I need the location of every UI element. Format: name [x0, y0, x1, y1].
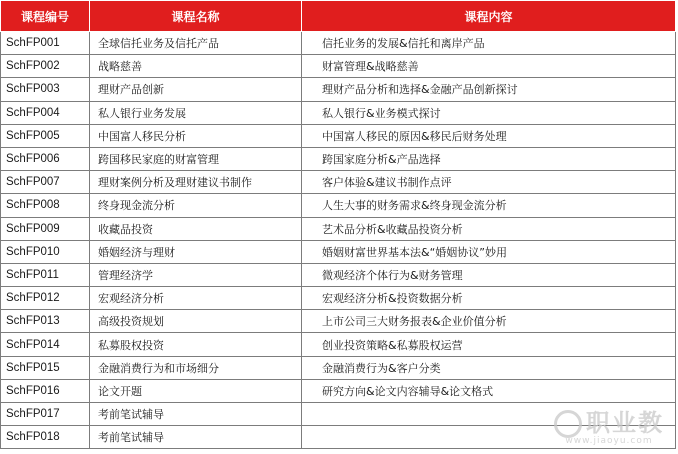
table-row — [1, 147, 676, 170]
course-content-cell: 研究方向&论文内容辅导&论文格式 — [302, 379, 676, 402]
course-name-cell: 中国富人移民分析 — [90, 124, 302, 147]
course-code-cell: SchFP009 — [1, 217, 90, 240]
course-name-cell: 跨国移民家庭的财富管理 — [90, 147, 302, 170]
course-code-cell: SchFP002 — [1, 55, 90, 78]
course-content-cell: 理财产品分析和选择&金融产品创新探讨 — [302, 78, 676, 101]
course-code-cell: SchFP008 — [1, 194, 90, 217]
course-content-cell: 信托业务的发展&信托和离岸产品 — [302, 32, 676, 55]
course-code-cell: SchFP005 — [1, 124, 90, 147]
course-code-cell: SchFP006 — [1, 147, 90, 170]
table-row — [1, 217, 676, 240]
watermark-subtext: www.jiaoyu.com — [565, 436, 653, 446]
table-row — [1, 287, 676, 310]
course-name-cell: 考前笔试辅导 — [90, 403, 302, 426]
course-name-cell: 收藏品投资 — [90, 217, 302, 240]
header-course-content: 课程内容 — [302, 1, 676, 32]
course-name-cell: 战略慈善 — [90, 55, 302, 78]
course-content-cell — [302, 403, 676, 426]
table-row — [1, 55, 676, 78]
course-code-cell: SchFP016 — [1, 379, 90, 402]
table-row — [1, 426, 676, 449]
course-code-cell: SchFP015 — [1, 356, 90, 379]
course-code-cell: SchFP010 — [1, 240, 90, 263]
course-content-cell: 中国富人移民的原因&移民后财务处理 — [302, 124, 676, 147]
course-name-cell: 金融消费行为和市场细分 — [90, 356, 302, 379]
course-name-cell: 全球信托业务及信托产品 — [90, 32, 302, 55]
course-content-cell: 跨国家庭分析&产品选择 — [302, 147, 676, 170]
course-name-cell: 管理经济学 — [90, 263, 302, 286]
table-row — [1, 403, 676, 426]
header-course-name: 课程名称 — [90, 1, 302, 32]
course-content-cell: 艺术品分析&收藏品投资分析 — [302, 217, 676, 240]
course-name-cell: 高级投资规划 — [90, 310, 302, 333]
course-name-cell: 论文开题 — [90, 379, 302, 402]
course-name-cell: 宏观经济分析 — [90, 287, 302, 310]
table-row — [1, 356, 676, 379]
table-row — [1, 78, 676, 101]
table-row — [1, 171, 676, 194]
table-row — [1, 379, 676, 402]
table-row — [1, 124, 676, 147]
table-header-row — [1, 1, 676, 32]
course-code-cell: SchFP004 — [1, 101, 90, 124]
table-row — [1, 32, 676, 55]
course-name-cell: 私人银行业务发展 — [90, 101, 302, 124]
course-content-cell: 人生大事的财务需求&终身现金流分析 — [302, 194, 676, 217]
course-code-cell: SchFP011 — [1, 263, 90, 286]
course-content-cell: 金融消费行为&客户分类 — [302, 356, 676, 379]
course-name-cell: 理财产品创新 — [90, 78, 302, 101]
course-content-cell: 创业投资策略&私募股权运营 — [302, 333, 676, 356]
table-row — [1, 101, 676, 124]
watermark-text: 职业教 — [586, 409, 664, 437]
table-row — [1, 240, 676, 263]
course-name-cell: 考前笔试辅导 — [90, 426, 302, 449]
course-content-cell: 上市公司三大财务报表&企业价值分析 — [302, 310, 676, 333]
course-code-cell: SchFP018 — [1, 426, 90, 449]
table-row — [1, 194, 676, 217]
course-name-cell: 理财案例分析及理财建议书制作 — [90, 171, 302, 194]
course-code-cell: SchFP013 — [1, 310, 90, 333]
course-code-cell: SchFP003 — [1, 78, 90, 101]
course-content-cell: 客户体验&建议书制作点评 — [302, 171, 676, 194]
course-content-cell: 微观经济个体行为&财务管理 — [302, 263, 676, 286]
table-row — [1, 263, 676, 286]
table-row — [1, 333, 676, 356]
course-code-cell: SchFP001 — [1, 32, 90, 55]
course-code-cell: SchFP014 — [1, 333, 90, 356]
header-course-code: 课程编号 — [1, 1, 90, 32]
course-code-cell: SchFP007 — [1, 171, 90, 194]
course-content-cell: 私人银行&业务模式探讨 — [302, 101, 676, 124]
course-content-cell: 财富管理&战略慈善 — [302, 55, 676, 78]
course-content-cell: 宏观经济分析&投资数据分析 — [302, 287, 676, 310]
course-name-cell: 私募股权投资 — [90, 333, 302, 356]
course-code-cell: SchFP012 — [1, 287, 90, 310]
table-row — [1, 310, 676, 333]
course-name-cell: 婚姻经济与理财 — [90, 240, 302, 263]
course-code-cell: SchFP017 — [1, 403, 90, 426]
course-content-cell — [302, 426, 676, 449]
course-name-cell: 终身现金流分析 — [90, 194, 302, 217]
course-content-cell: 婚姻财富世界基本法&“婚姻协议”妙用 — [302, 240, 676, 263]
